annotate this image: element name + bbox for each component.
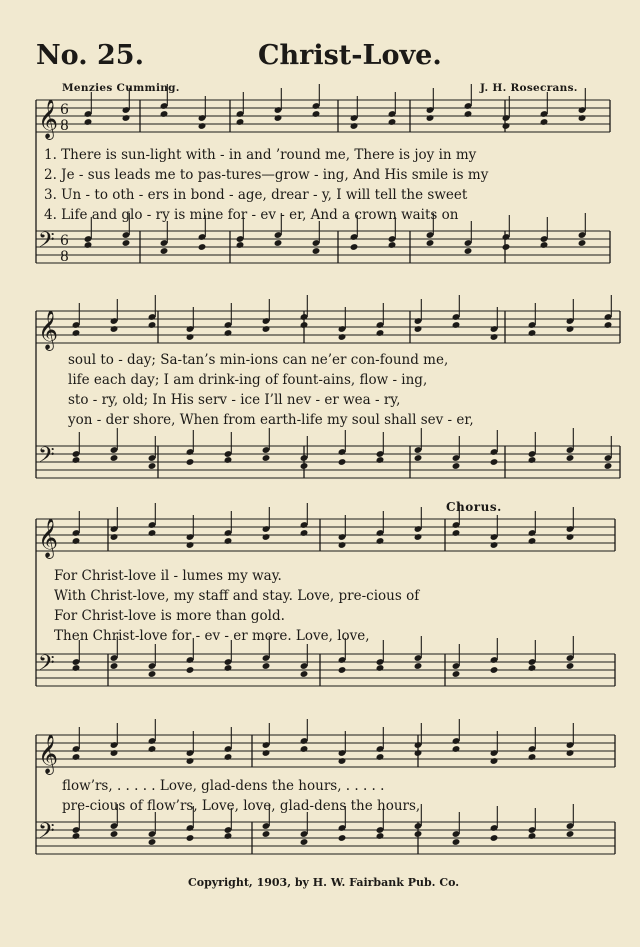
note-head (388, 118, 397, 126)
time-signature: 6 (60, 102, 69, 118)
note-head (338, 834, 347, 842)
note-head (186, 333, 195, 341)
note-head (312, 110, 321, 118)
note-head (502, 122, 511, 130)
note-head (300, 529, 309, 537)
note-head (72, 537, 81, 545)
verse-line-4: Then Christ-love for - ev - er more. Love, love, (54, 628, 370, 644)
note-head (224, 753, 233, 761)
note-head (566, 749, 575, 757)
note-head (338, 333, 347, 341)
note-head (262, 325, 271, 333)
note-head (84, 241, 93, 249)
note-head (160, 247, 169, 255)
note-head (426, 114, 435, 122)
note-head (464, 247, 473, 255)
note-head (84, 118, 93, 126)
hymn-title: Christ-Love. (258, 40, 442, 71)
note-head (262, 830, 271, 838)
note-head (490, 666, 499, 674)
note-head (540, 241, 549, 249)
note-head (566, 662, 575, 670)
verse-line-2: life each day; I am drink-ing of fount-ains, flow - ing, (68, 372, 428, 388)
note-head (224, 537, 233, 545)
note-head (338, 541, 347, 549)
note-head (122, 239, 131, 247)
time-signature: 8 (60, 118, 69, 134)
verse-line-2: pre-cious of flow’rs, Love, love, glad-dens the hours, (62, 798, 421, 814)
note-head (236, 118, 245, 126)
note-head (186, 834, 195, 842)
note-head (528, 456, 537, 464)
treble-clef: 𝄞 (38, 310, 59, 350)
note-head (578, 239, 587, 247)
note-head (110, 454, 119, 462)
note-head (300, 745, 309, 753)
verse-line-3: 3. Un - to oth - ers in bond - age, drear - y, I will tell the sweet (44, 187, 468, 203)
note-head (452, 529, 461, 537)
note-head (604, 321, 613, 329)
note-head (490, 458, 499, 466)
note-head (528, 537, 537, 545)
note-head (224, 664, 233, 672)
note-head (528, 664, 537, 672)
note-head (186, 541, 195, 549)
bass-clef: 𝄢 (38, 819, 55, 849)
note-head (376, 832, 385, 840)
note-head (566, 325, 575, 333)
verse-line-1: flow’rs, . . . . . Love, glad-dens the hours, . . . . . (62, 778, 385, 794)
note-head (274, 239, 283, 247)
note-head (262, 454, 271, 462)
note-head (72, 753, 81, 761)
treble-clef: 𝄞 (38, 518, 59, 558)
verse-line-3: sto - ry, old; In His serv - ice I’ll nev - er wea - ry, (68, 392, 401, 408)
bass-clef: 𝄢 (38, 228, 55, 258)
note-head (528, 832, 537, 840)
note-head (300, 321, 309, 329)
hymn-number: No. 25. (36, 40, 144, 71)
note-head (300, 838, 309, 846)
verse-line-4: yon - der shore, When from earth-life my soul shall sev - er, (68, 412, 474, 428)
note-head (528, 329, 537, 337)
note-head (160, 110, 169, 118)
note-head (604, 462, 613, 470)
note-head (274, 114, 283, 122)
note-head (452, 462, 461, 470)
note-head (262, 533, 271, 541)
note-head (148, 670, 157, 678)
treble-clef: 𝄞 (38, 734, 59, 774)
note-head (578, 114, 587, 122)
note-head (350, 122, 359, 130)
note-head (148, 321, 157, 329)
note-head (414, 830, 423, 838)
note-head (148, 529, 157, 537)
lyricist-credit: Menzies Cumming. (62, 82, 180, 94)
note-head (414, 454, 423, 462)
note-head (376, 753, 385, 761)
copyright-notice: Copyright, 1903, by H. W. Fairbank Pub. Co. (188, 876, 460, 889)
note-head (414, 533, 423, 541)
verse-line-1: soul to - day; Sa-tan’s min-ions can ne’er con-found me, (68, 352, 449, 368)
note-head (224, 456, 233, 464)
note-head (262, 749, 271, 757)
note-head (110, 749, 119, 757)
note-head (110, 325, 119, 333)
note-head (186, 458, 195, 466)
verse-line-1: 1. There is sun-light with - in and ’round me, There is joy in my (44, 147, 477, 163)
note-head (338, 757, 347, 765)
note-head (110, 662, 119, 670)
note-head (414, 749, 423, 757)
verse-line-1: For Christ-love il - lumes my way. (54, 568, 282, 584)
note-head (540, 118, 549, 126)
note-head (262, 662, 271, 670)
note-head (198, 243, 207, 251)
note-head (338, 666, 347, 674)
note-head (502, 243, 511, 251)
note-head (198, 122, 207, 130)
note-head (122, 114, 131, 122)
bass-clef: 𝄢 (38, 651, 55, 681)
treble-clef: 𝄞 (38, 99, 59, 139)
note-head (388, 241, 397, 249)
note-head (452, 321, 461, 329)
note-head (426, 239, 435, 247)
bass-clef: 𝄢 (38, 443, 55, 473)
time-signature: 6 (60, 233, 69, 249)
note-head (566, 533, 575, 541)
note-head (312, 247, 321, 255)
note-head (338, 458, 347, 466)
note-head (300, 462, 309, 470)
verse-line-4: 4. Life and glo - ry is mine for - ev - er, And a crown waits on (44, 207, 459, 223)
note-head (148, 838, 157, 846)
note-head (72, 832, 81, 840)
note-head (452, 745, 461, 753)
composer-credit: J. H. Rosecrans. (480, 82, 578, 94)
note-head (452, 670, 461, 678)
note-head (490, 541, 499, 549)
note-head (566, 830, 575, 838)
note-head (490, 757, 499, 765)
chorus-label: Chorus. (446, 500, 502, 514)
note-head (350, 243, 359, 251)
time-signature: 8 (60, 249, 69, 265)
note-head (376, 664, 385, 672)
note-head (110, 830, 119, 838)
note-head (490, 834, 499, 842)
note-head (376, 329, 385, 337)
note-head (464, 110, 473, 118)
verse-line-3: For Christ-love is more than gold. (54, 608, 285, 624)
note-head (186, 666, 195, 674)
note-head (566, 454, 575, 462)
note-head (186, 757, 195, 765)
note-head (300, 670, 309, 678)
note-head (528, 753, 537, 761)
note-head (452, 838, 461, 846)
note-head (414, 662, 423, 670)
note-head (72, 456, 81, 464)
note-head (376, 537, 385, 545)
note-head (110, 533, 119, 541)
note-head (490, 333, 499, 341)
note-head (148, 745, 157, 753)
note-head (376, 456, 385, 464)
note-head (72, 664, 81, 672)
note-head (224, 832, 233, 840)
verse-line-2: With Christ-love, my staff and stay. Love, pre-cious of (54, 588, 420, 604)
note-head (224, 329, 233, 337)
note-head (72, 329, 81, 337)
note-head (236, 241, 245, 249)
note-head (148, 462, 157, 470)
verse-line-2: 2. Je - sus leads me to pas-tures—grow - ing, And His smile is my (44, 167, 489, 183)
note-head (414, 325, 423, 333)
